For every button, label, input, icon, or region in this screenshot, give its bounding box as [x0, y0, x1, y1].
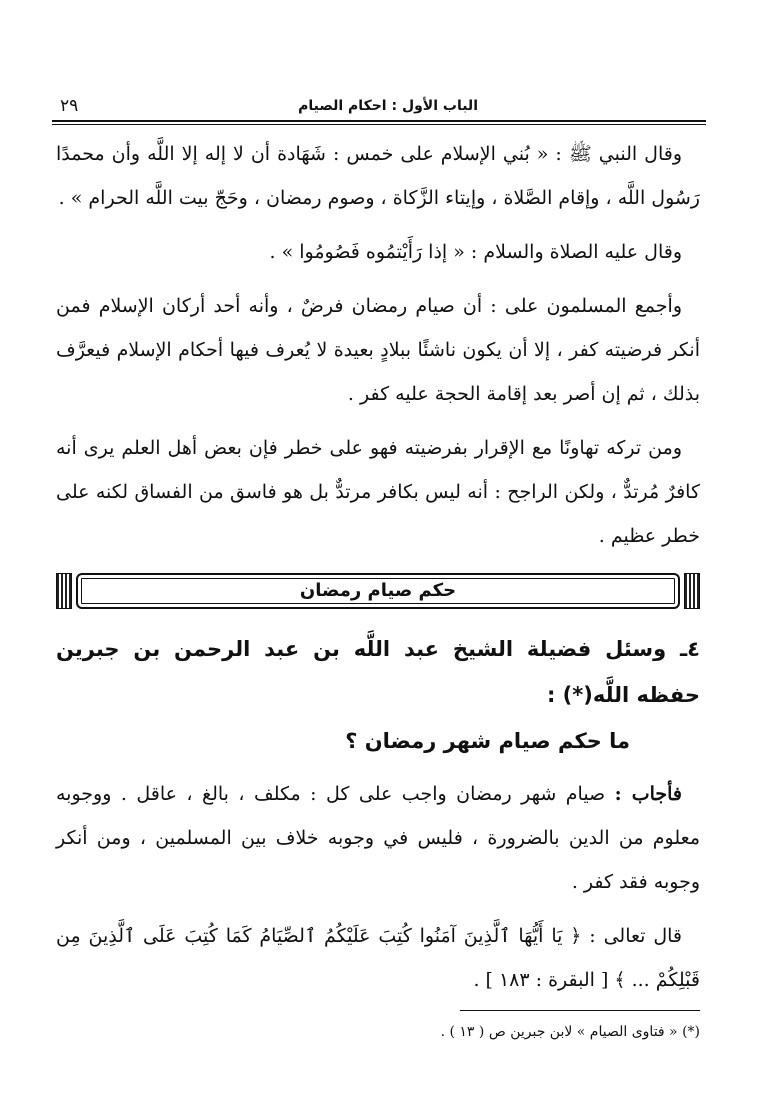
running-title: الباب الأول : احكام الصيام [298, 98, 478, 114]
page-header [52, 84, 706, 118]
question-line-1: ٤ـ وسئل فضيلة الشيخ عبد اللَّه بن عبد الرحمن بن جبرين حفظه اللَّه(*) : [56, 637, 700, 707]
page-number: ٢٩ [60, 96, 79, 116]
question-line-2: ما حكم صيام شهر رمضان ؟ [345, 729, 630, 753]
ornament-right [684, 573, 700, 609]
footnote-rule [460, 1010, 700, 1011]
verse-paragraph: قال تعالى : ﴿ يَا أَيُّهَا ٱلَّذِينَ آمَنُوا كُتِبَ عَلَيْكُمُ ٱلصِّيَامُ كَمَا كُتِبَ عَلَى ٱلَّذِينَ مِن قَبْلِكُمْ ... ﴾ [ البقرة : ١٨٣ ] . [56, 925, 700, 991]
paragraph-hadith-sighting: وقال عليه الصلاة والسلام : « إذا رَأَيْتمُوه فَصُومُوا » . [269, 241, 682, 263]
header-rule-thick [52, 120, 706, 122]
answer-text: صيام شهر رمضان واجب على كل : مكلف ، بالغ ، عاقل . ووجوبه معلوم من الدين بالضرورة ، فليس في وجوبه خلاف بين المسلمين ، ومن أنكر وجوبه فقد كفر . [56, 783, 700, 893]
paragraph-hadith-five-pillars: وقال النبي ﷺ : « بُني الإسلام على خمس : شَهَادة أن لا إله إلا اللَّه وأن محمدًا رَسُول اللَّه ، وإقام الصَّلاة ، وإيتاء الزَّكاة ، وصوم رمضان ، وحَجّ بيت اللَّه الحرام » . [56, 143, 700, 209]
page-body [56, 132, 700, 1012]
section-heading-box [56, 568, 700, 614]
section-heading-frame [76, 573, 680, 609]
ornament-left [56, 573, 72, 609]
section-title: حكم صيام رمضان [299, 580, 457, 601]
footnote: (*) « فتاوى الصيام » لابن جبرين ص ( ١٣ ) . [440, 1024, 700, 1040]
paragraph-negligence: ومن تركه تهاونًا مع الإقرار بفرضيته فهو على خطر فإن بعض أهل العلم يرى أنه كافرٌ مُرتدٌّ ، ولكن الراجح : أنه ليس بكافر مرتدٌّ بل هو فاسق من الفساق لكنه على خطر عظيم . [56, 437, 700, 547]
paragraph-consensus: وأجمع المسلمون على : أن صيام رمضان فرضٌ ، وأنه أحد أركان الإسلام فمن أنكر فرضيته كفر ، إلا أن يكون ناشئًا ببلادٍ بعيدة لا يُعرف فيها أحكام الإسلام فيعرَّف بذلك ، ثم إن أصر بعد إقامة الحجة عليه كفر . [56, 295, 700, 405]
answer-paragraph [56, 772, 700, 904]
answer-lead: فأجاب : [614, 783, 682, 805]
header-rule-thin [52, 124, 706, 125]
